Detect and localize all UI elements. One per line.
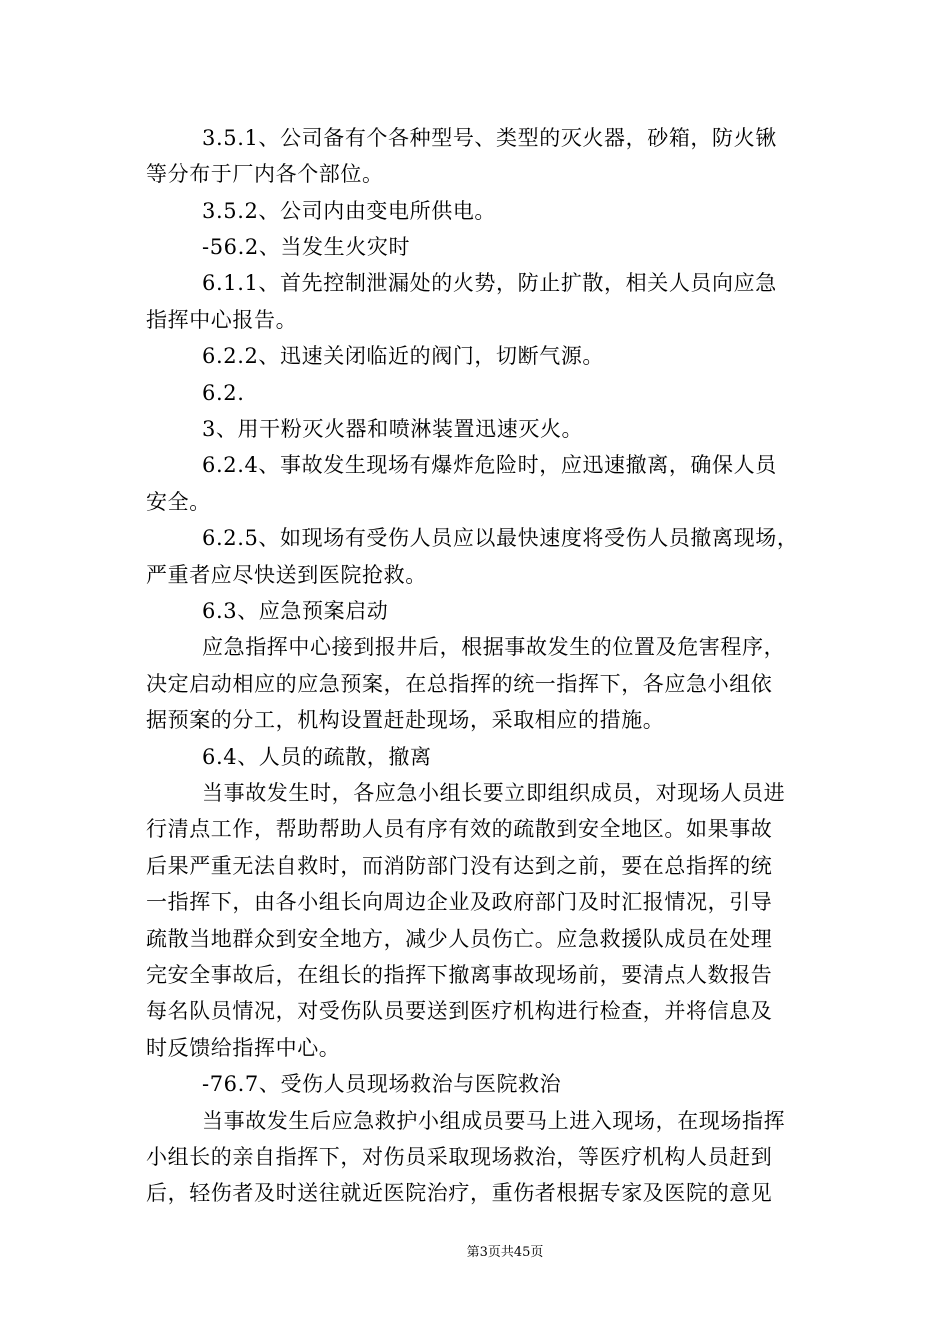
text-line: 6.2. — [202, 381, 245, 405]
text-line: 小组长的亲自指挥下，对伤员采取现场救治，等医疗机构人员赶到 — [146, 1145, 773, 1169]
text-line: 每名队员情况，对受伤队员要送到医疗机构进行检查，并将信息及 — [146, 999, 773, 1023]
text-line: 6.3、应急预案启动 — [202, 599, 389, 623]
text-line: 6.2.2、迅速关闭临近的阀门，切断气源。 — [202, 344, 605, 368]
page-footer — [0, 1244, 950, 1262]
text-line: 安全。 — [146, 490, 211, 514]
text-line: 6.4、人员的疏散，撤离 — [202, 745, 432, 769]
text-line: 6.2.5、如现场有受伤人员应以最快速度将受伤人员撤离现场， — [202, 526, 799, 550]
text-line: 据预案的分工，机构设置赶赴现场，采取相应的措施。 — [146, 708, 665, 732]
text-line: 当事故发生时，各应急小组长要立即组织成员，对现场人员进 — [202, 781, 786, 805]
text-line: 指挥中心报告。 — [146, 308, 298, 332]
text-line: 6.1.1、首先控制泄漏处的火势，防止扩散，相关人员向应急 — [202, 271, 777, 295]
text-line: 后果严重无法自救时，而消防部门没有达到之前，要在总指挥的统 — [146, 854, 773, 878]
text-line: 后，轻伤者及时送往就近医院治疗，重伤者根据专家及医院的意见 — [146, 1181, 773, 1205]
text-line: 当事故发生后应急救护小组成员要马上进入现场，在现场指挥 — [202, 1109, 786, 1133]
text-line: 时反馈给指挥中心。 — [146, 1036, 341, 1060]
text-line: 3.5.1、公司备有个各种型号、类型的灭火器，砂箱，防火锹 — [202, 126, 777, 150]
text-line: 一指挥下，由各小组长向周边企业及政府部门及时汇报情况，引导 — [146, 890, 773, 914]
text-line: 3.5.2、公司内由变电所供电。 — [202, 199, 497, 223]
text-line: 决定启动相应的应急预案，在总指挥的统一指挥下，各应急小组依 — [146, 672, 773, 696]
text-line: 6.2.4、事故发生现场有爆炸危险时，应迅速撤离，确保人员 — [202, 453, 777, 477]
text-line: 等分布于厂内各个部位。 — [146, 162, 384, 186]
text-line: 行清点工作，帮助帮助人员有序有效的疏散到安全地区。如果事故 — [146, 817, 773, 841]
text-line: 应急指挥中心接到报井后，根据事故发生的位置及危害程序， — [202, 635, 786, 659]
text-line: -76.7、受伤人员现场救治与医院救治 — [202, 1072, 562, 1096]
text-line: 疏散当地群众到安全地方，减少人员伤亡。应急救援队成员在处理 — [146, 927, 773, 951]
text-line: 严重者应尽快送到医院抢救。 — [146, 563, 427, 587]
text-line: 3、用干粉灭火器和喷淋装置迅速灭火。 — [202, 417, 584, 441]
text-line: 完安全事故后，在组长的指挥下撤离事故现场前，要清点人数报告 — [146, 963, 773, 987]
page-number: 第3页共45页 — [466, 1245, 544, 1260]
text-line: -56.2、当发生火灾时 — [202, 235, 411, 259]
